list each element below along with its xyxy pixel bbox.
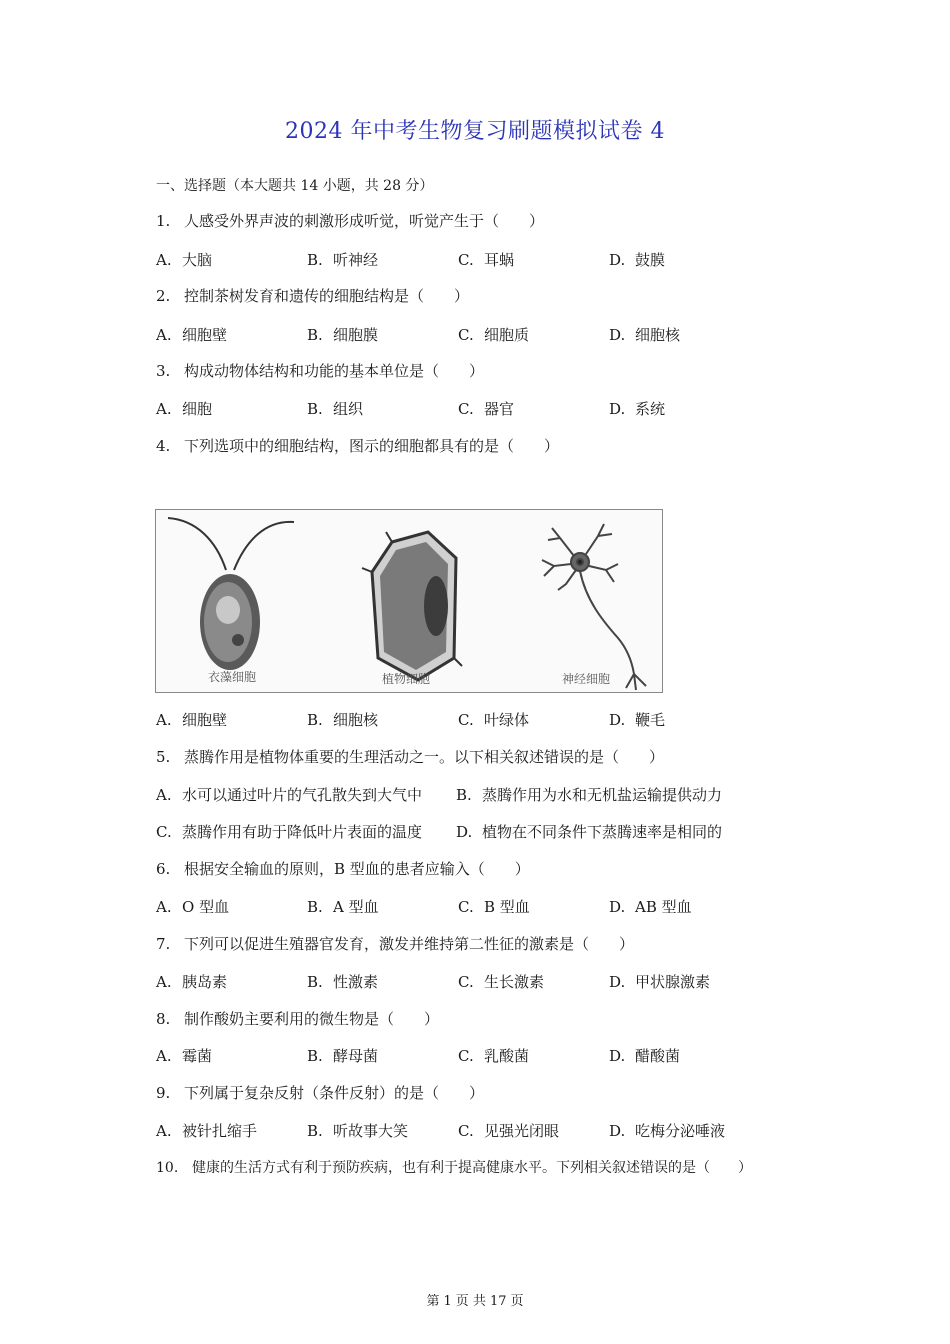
question-3: 3. 构成动物体结构和功能的基本单位是（ ）: [156, 362, 485, 380]
option-b: B. 酵母菌: [307, 1047, 379, 1065]
option-c: C. 耳蜗: [458, 251, 515, 269]
question-2: 2. 控制茶树发育和遗传的细胞结构是（ ）: [156, 287, 470, 305]
total-pages: 17: [489, 1294, 507, 1309]
question-number: 1.: [156, 212, 171, 230]
option-d: D. 鼓膜: [609, 251, 666, 269]
option-c: C. 叶绿体: [458, 711, 530, 729]
caption-chlamydomonas: 衣藻细胞: [208, 670, 257, 684]
caption-plant-cell: 植物细胞: [382, 672, 431, 686]
question-8: 8. 制作酸奶主要利用的微生物是（ ）: [156, 1010, 440, 1028]
option-b: B. 细胞核: [307, 711, 379, 729]
cell-figure: [155, 509, 663, 693]
option-d: D. 甲状腺激素: [609, 973, 711, 991]
option-c: C. 器官: [458, 400, 515, 418]
option-a: A. 大脑: [156, 251, 213, 269]
question-5: 5. 蒸腾作用是植物体重要的生理活动之一。以下相关叙述错误的是（ ）: [156, 748, 665, 766]
option-d: D. 鞭毛: [609, 711, 666, 729]
option-d: D. 醋酸菌: [609, 1047, 681, 1065]
option-d: D. 植物在不同条件下蒸腾速率是相同的: [456, 823, 723, 841]
question-10: 10. 健康的生活方式有利于预防疾病，也有利于提高健康水平。下列相关叙述错误的是（ ）: [156, 1160, 752, 1176]
question-6: 6. 根据安全输血的原则，B 型血的患者应输入（ ）: [156, 860, 530, 878]
question-text: 人感受外界声波的刺激形成听觉，听觉产生于（ ）: [184, 212, 545, 230]
option-d: D. AB 型血: [609, 898, 692, 916]
option-c: C. B 型血: [458, 898, 530, 916]
page-number: 1: [443, 1294, 452, 1309]
question-9: 9. 下列属于复杂反射（条件反射）的是（ ）: [156, 1084, 485, 1102]
neuron-cell: [542, 524, 646, 690]
option-a: A. O 型血: [156, 898, 230, 916]
option-c: C. 生长激素: [458, 973, 545, 991]
option-a: A. 水可以通过叶片的气孔散失到大气中: [156, 786, 423, 804]
option-c: C. 细胞质: [458, 326, 530, 344]
page-title: 2024 年中考生物复习刷题模拟试卷 4: [285, 119, 665, 144]
page-footer: 第 1 页 共 17 页: [426, 1294, 524, 1309]
option-c: C. 蒸腾作用有助于降低叶片表面的温度: [156, 823, 423, 841]
question-7: 7. 下列可以促进生殖器官发育，激发并维持第二性征的激素是（ ）: [156, 935, 635, 953]
option-a: A. 霉菌: [156, 1047, 213, 1065]
option-b: B. 细胞膜: [307, 326, 379, 344]
section-heading: 一、选择题（本大题共 14 小题，共 28 分）: [156, 178, 434, 194]
option-a: A. 细胞壁: [156, 326, 228, 344]
option-d: D. 吃梅分泌唾液: [609, 1122, 726, 1140]
question-4: 4. 下列选项中的细胞结构，图示的细胞都具有的是（ ）: [156, 437, 560, 455]
option-b: B. 听神经: [307, 251, 379, 269]
option-b: B. A 型血: [307, 898, 379, 916]
option-a: A. 胰岛素: [156, 973, 228, 991]
option-a: A. 细胞: [156, 400, 213, 418]
option-c: C. 乳酸菌: [458, 1047, 530, 1065]
option-b: B. 组织: [307, 400, 364, 418]
option-c: C. 见强光闭眼: [458, 1122, 560, 1140]
option-b: B. 性激素: [307, 973, 379, 991]
option-d: D. 系统: [609, 400, 666, 418]
option-b: B. 听故事大笑: [307, 1122, 409, 1140]
plant-cell: [362, 532, 462, 680]
option-a: A. 细胞壁: [156, 711, 228, 729]
option-a: A. 被针扎缩手: [156, 1122, 258, 1140]
option-b: B. 蒸腾作用为水和无机盐运输提供动力: [456, 786, 723, 804]
option-d: D. 细胞核: [609, 326, 681, 344]
chlamydomonas-cell: [168, 518, 294, 670]
question-1: [156, 210, 544, 231]
cell-illustrations: [156, 510, 662, 692]
caption-neuron: 神经细胞: [562, 672, 611, 686]
